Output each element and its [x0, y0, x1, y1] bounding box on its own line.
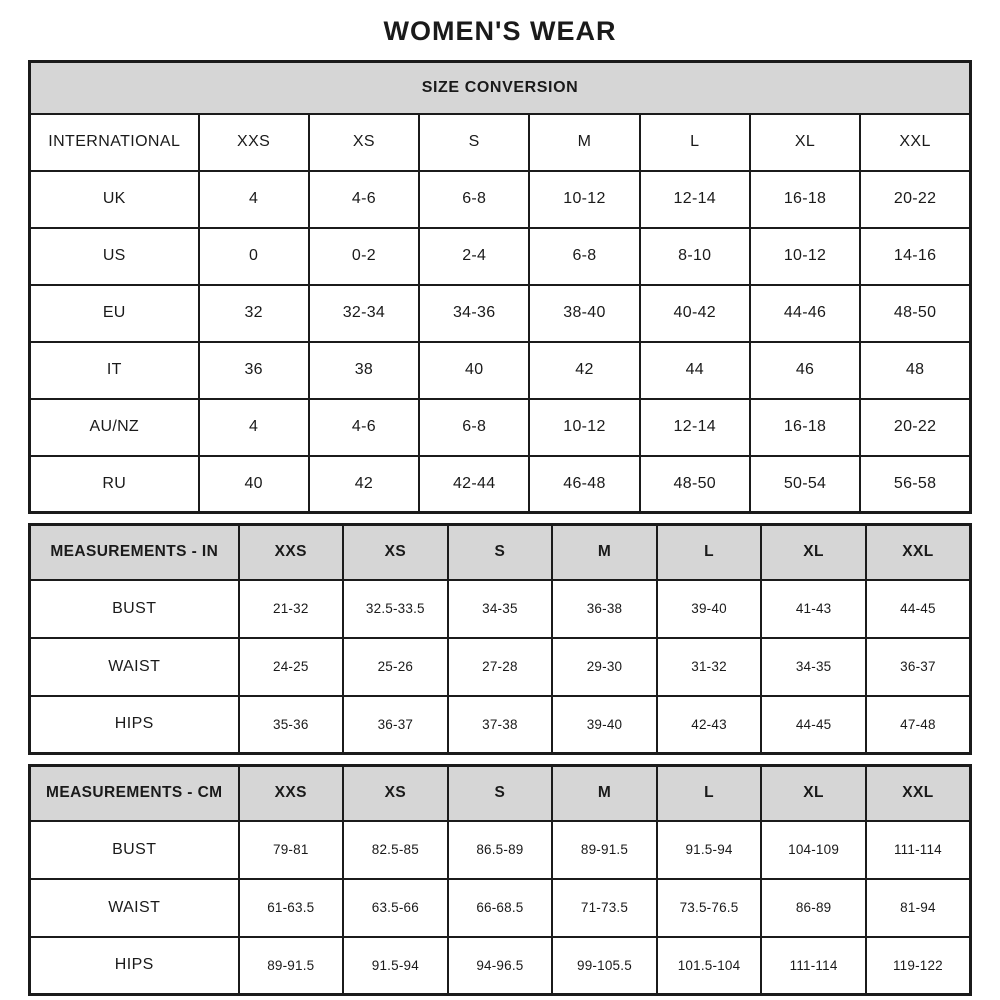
column-header-xl: XL	[750, 114, 860, 171]
measurement-value-cell: 27-28	[448, 638, 553, 696]
size-value-cell: 4	[199, 399, 309, 456]
measurement-value-cell: 119-122	[866, 937, 971, 995]
measurement-value-cell: 35-36	[239, 696, 344, 754]
size-value-cell: 40	[199, 456, 309, 513]
size-value-cell: 42-44	[419, 456, 529, 513]
size-value-cell: 6-8	[529, 228, 639, 285]
measurement-value-cell: 101.5-104	[657, 937, 762, 995]
measurement-value-cell: 111-114	[866, 821, 971, 879]
measurement-value-cell: 71-73.5	[552, 879, 657, 937]
measurement-value-cell: 47-48	[866, 696, 971, 754]
size-value-cell: 32	[199, 285, 309, 342]
row-label: HIPS	[30, 937, 239, 995]
size-value-cell: 50-54	[750, 456, 860, 513]
size-value-cell: 16-18	[750, 171, 860, 228]
measurement-value-cell: 24-25	[239, 638, 344, 696]
size-value-cell: 42	[309, 456, 419, 513]
measurement-value-cell: 91.5-94	[343, 937, 448, 995]
size-value-cell: 4-6	[309, 399, 419, 456]
column-header-xs: XS	[309, 114, 419, 171]
column-header-xs: XS	[343, 525, 448, 580]
column-header-xxs: XXS	[239, 525, 344, 580]
table-row-hips-in	[30, 696, 971, 754]
row-label: AU/NZ	[30, 399, 199, 456]
size-value-cell: 20-22	[860, 399, 970, 456]
size-value-cell: 36	[199, 342, 309, 399]
column-header-xxl: XXL	[860, 114, 970, 171]
measurement-value-cell: 36-38	[552, 580, 657, 638]
column-header-xxl: XXL	[866, 525, 971, 580]
size-value-cell: 2-4	[419, 228, 529, 285]
measurement-value-cell: 81-94	[866, 879, 971, 937]
measurement-value-cell: 89-91.5	[552, 821, 657, 879]
measurement-value-cell: 36-37	[343, 696, 448, 754]
size-value-cell: 6-8	[419, 399, 529, 456]
row-label: EU	[30, 285, 199, 342]
size-value-cell: 8-10	[640, 228, 750, 285]
measurement-value-cell: 25-26	[343, 638, 448, 696]
measurement-value-cell: 32.5-33.5	[343, 580, 448, 638]
column-header-measurements-in: MEASUREMENTS - IN	[30, 525, 239, 580]
table-row	[30, 525, 971, 580]
table-row-hips-cm	[30, 937, 971, 995]
size-value-cell: 4	[199, 171, 309, 228]
measurement-value-cell: 44-45	[866, 580, 971, 638]
size-conversion-table	[28, 60, 972, 514]
size-value-cell: 0	[199, 228, 309, 285]
measurement-value-cell: 63.5-66	[343, 879, 448, 937]
column-header-s: S	[419, 114, 529, 171]
table-row-eu	[30, 285, 971, 342]
size-value-cell: 10-12	[529, 399, 639, 456]
size-value-cell: 48	[860, 342, 970, 399]
measurement-value-cell: 89-91.5	[239, 937, 344, 995]
column-header-xs: XS	[343, 766, 448, 821]
measurement-value-cell: 21-32	[239, 580, 344, 638]
row-label: US	[30, 228, 199, 285]
table-row-waist-cm	[30, 879, 971, 937]
measurement-value-cell: 94-96.5	[448, 937, 553, 995]
table-row	[30, 766, 971, 821]
measurement-value-cell: 82.5-85	[343, 821, 448, 879]
row-label: RU	[30, 456, 199, 513]
size-value-cell: 32-34	[309, 285, 419, 342]
measurement-value-cell: 91.5-94	[657, 821, 762, 879]
size-value-cell: 40-42	[640, 285, 750, 342]
measurement-value-cell: 86.5-89	[448, 821, 553, 879]
row-label: WAIST	[30, 638, 239, 696]
table-row-waist-in	[30, 638, 971, 696]
row-label: IT	[30, 342, 199, 399]
column-header-xxl: XXL	[866, 766, 971, 821]
size-value-cell: 48-50	[640, 456, 750, 513]
measurement-value-cell: 99-105.5	[552, 937, 657, 995]
column-header-m: M	[529, 114, 639, 171]
size-value-cell: 12-14	[640, 171, 750, 228]
row-label: WAIST	[30, 879, 239, 937]
column-header-l: L	[657, 525, 762, 580]
column-header-m: M	[552, 525, 657, 580]
size-value-cell: 44	[640, 342, 750, 399]
column-header-xl: XL	[761, 766, 866, 821]
size-value-cell: 44-46	[750, 285, 860, 342]
column-header-l: L	[640, 114, 750, 171]
size-value-cell: 10-12	[529, 171, 639, 228]
measurement-value-cell: 31-32	[657, 638, 762, 696]
size-value-cell: 10-12	[750, 228, 860, 285]
table-row	[30, 114, 971, 171]
size-value-cell: 0-2	[309, 228, 419, 285]
table-row-aunz	[30, 399, 971, 456]
size-value-cell: 16-18	[750, 399, 860, 456]
measurement-value-cell: 36-37	[866, 638, 971, 696]
size-guide-page	[28, 0, 972, 996]
table-row-ru	[30, 456, 971, 513]
measurement-value-cell: 39-40	[552, 696, 657, 754]
measurement-value-cell: 37-38	[448, 696, 553, 754]
size-value-cell: 40	[419, 342, 529, 399]
measurement-value-cell: 61-63.5	[239, 879, 344, 937]
measurement-value-cell: 42-43	[657, 696, 762, 754]
size-value-cell: 6-8	[419, 171, 529, 228]
size-value-cell: 46-48	[529, 456, 639, 513]
row-label: HIPS	[30, 696, 239, 754]
measurement-value-cell: 44-45	[761, 696, 866, 754]
column-header-s: S	[448, 525, 553, 580]
measurement-value-cell: 29-30	[552, 638, 657, 696]
row-label: UK	[30, 171, 199, 228]
row-label: BUST	[30, 580, 239, 638]
measurement-value-cell: 66-68.5	[448, 879, 553, 937]
size-value-cell: 56-58	[860, 456, 970, 513]
measurement-value-cell: 104-109	[761, 821, 866, 879]
measurement-value-cell: 39-40	[657, 580, 762, 638]
measurements-cm-table	[28, 764, 972, 996]
measurement-value-cell: 41-43	[761, 580, 866, 638]
column-header-m: M	[552, 766, 657, 821]
measurement-value-cell: 34-35	[761, 638, 866, 696]
size-value-cell: 46	[750, 342, 860, 399]
size-value-cell: 12-14	[640, 399, 750, 456]
column-header-xxs: XXS	[239, 766, 344, 821]
table-row-bust-cm	[30, 821, 971, 879]
column-header-international: INTERNATIONAL	[30, 114, 199, 171]
measurement-value-cell: 86-89	[761, 879, 866, 937]
size-value-cell: 34-36	[419, 285, 529, 342]
table-row-us	[30, 228, 971, 285]
page-title: WOMEN'S WEAR	[383, 16, 617, 46]
measurement-value-cell: 73.5-76.5	[657, 879, 762, 937]
measurement-value-cell: 79-81	[239, 821, 344, 879]
size-value-cell: 38-40	[529, 285, 639, 342]
table-row-bust-in	[30, 580, 971, 638]
column-header-measurements-cm: MEASUREMENTS - CM	[30, 766, 239, 821]
size-value-cell: 38	[309, 342, 419, 399]
table-row-it	[30, 342, 971, 399]
measurement-value-cell: 111-114	[761, 937, 866, 995]
size-value-cell: 14-16	[860, 228, 970, 285]
column-header-l: L	[657, 766, 762, 821]
size-value-cell: 48-50	[860, 285, 970, 342]
table-row	[30, 62, 971, 114]
table-row-uk	[30, 171, 971, 228]
size-value-cell: 42	[529, 342, 639, 399]
column-header-s: S	[448, 766, 553, 821]
measurement-value-cell: 34-35	[448, 580, 553, 638]
size-value-cell: 20-22	[860, 171, 970, 228]
measurements-in-table	[28, 523, 972, 755]
row-label: BUST	[30, 821, 239, 879]
size-conversion-banner: SIZE CONVERSION	[30, 62, 971, 114]
column-header-xl: XL	[761, 525, 866, 580]
column-header-xxs: XXS	[199, 114, 309, 171]
size-value-cell: 4-6	[309, 171, 419, 228]
